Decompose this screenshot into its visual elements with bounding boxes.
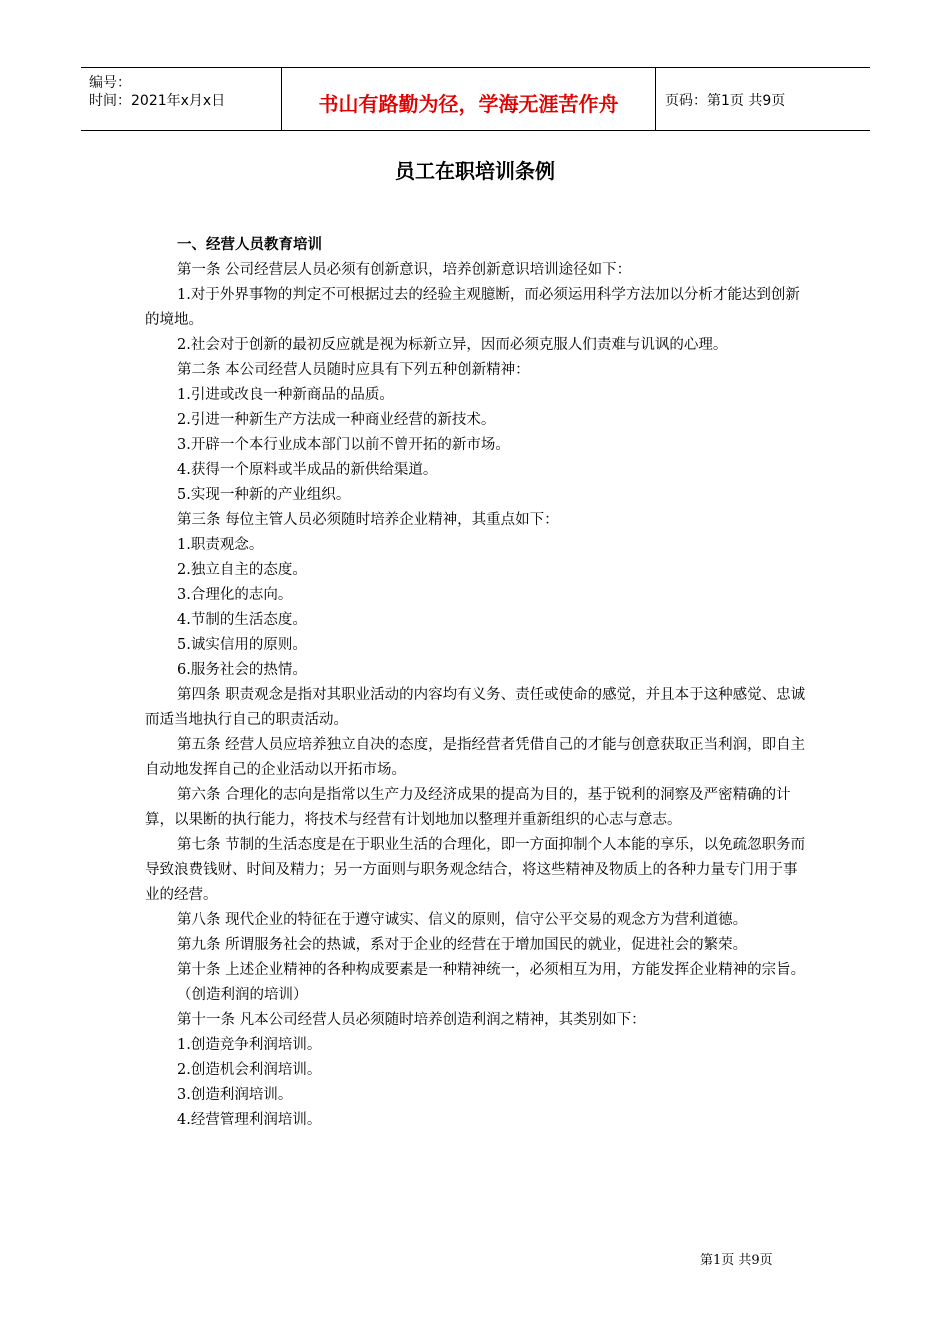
list-item: 3.合理化的志向。 — [177, 587, 293, 603]
list-item: 2.社会对于创新的最初反应就是视为标新立异，因而必须克服人们责难与讥讽的心理。 — [177, 337, 728, 353]
header-divider — [655, 68, 656, 130]
document-body — [145, 233, 808, 1133]
article-paragraph: 第十一条 凡本公司经营人员必须随时培养创造利润之精神，其类别如下： — [177, 1012, 646, 1028]
list-item: 4.节制的生活态度。 — [177, 612, 307, 628]
article-paragraph: 第四条 职责观念是指对其职业活动的内容均有义务、责任或使命的感觉，并且本于这种感觉、忠诚而适当地执行自己的职责活动。 — [145, 687, 806, 728]
article-paragraph: 第五条 经营人员应培养独立自决的态度，是指经营者凭借自己的才能与创意获取正当利润，即自主自动地发挥自己的企业活动以开拓市场。 — [145, 737, 806, 778]
article-paragraph: 第七条 节制的生活态度是在于职业生活的合理化，即一方面抑制个人本能的享乐，以免疏忽职务而导致浪费钱财、时间及精力；另一方面则与职务观念结合，将这些精神及物质上的各种力量专门用于事业的经营。 — [145, 837, 806, 903]
list-item: 6.服务社会的热情。 — [177, 662, 307, 678]
section-heading: 一、经营人员教育培训 — [177, 237, 322, 253]
article-paragraph: 第九条 所谓服务社会的热诚，系对于企业的经营在于增加国民的就业，促进社会的繁荣。 — [177, 937, 748, 953]
document-number-label: 编号： — [89, 75, 131, 91]
header-page-number: 页码：第1页 共9页 — [665, 93, 786, 109]
list-item: 2.引进一种新生产方法成一种商业经营的新技术。 — [177, 412, 496, 428]
list-item: 3.开辟一个本行业成本部门以前不曾开拓的新市场。 — [177, 437, 510, 453]
subsection-heading: （创造利润的培训） — [177, 987, 308, 1003]
header-meta — [81, 68, 281, 130]
list-item: 2.创造机会利润培训。 — [177, 1062, 322, 1078]
article-paragraph: 第八条 现代企业的特征在于遵守诚实、信义的原则，信守公平交易的观念方为营利道德。 — [177, 912, 748, 928]
article-paragraph: 第二条 本公司经营人员随时应具有下列五种创新精神： — [177, 362, 530, 378]
document-date-label: 时间：2021年x月x日 — [89, 93, 226, 109]
document-title: 员工在职培训条例 — [395, 159, 555, 183]
list-item: 1.引进或改良一种新商品的品质。 — [177, 387, 394, 403]
list-item: 5.诚实信用的原则。 — [177, 637, 307, 653]
article-paragraph: 第一条 公司经营层人员必须有创新意识，培养创新意识培训途径如下： — [177, 262, 632, 278]
list-item: 1.对于外界事物的判定不可根据过去的经验主观臆断，而必须运用科学方法加以分析才能达到创新的境地。 — [145, 287, 800, 328]
page-footer-number: 第1页 共9页 — [700, 1253, 773, 1268]
list-item: 4.获得一个原料或半成品的新供给渠道。 — [177, 462, 438, 478]
article-paragraph: 第十条 上述企业精神的各种构成要素是一种精神统一，必须相互为用，方能发挥企业精神的宗旨。 — [177, 962, 806, 978]
list-item: 2.独立自主的态度。 — [177, 562, 307, 578]
article-paragraph: 第三条 每位主管人员必须随时培养企业精神，其重点如下： — [177, 512, 559, 528]
list-item: 3.创造利润培训。 — [177, 1087, 293, 1103]
article-paragraph: 第六条 合理化的志向是指常以生产力及经济成果的提高为目的，基于锐利的洞察及严密精确的计算，以果断的执行能力，将技术与经营有计划地加以整理并重新组织的心志与意志。 — [145, 787, 791, 828]
header-slogan: 书山有路勤为径，学海无涯苦作舟 — [318, 92, 619, 116]
list-item: 1.创造竞争利润培训。 — [177, 1037, 322, 1053]
list-item: 5.实现一种新的产业组织。 — [177, 487, 351, 503]
list-item: 4.经营管理利润培训。 — [177, 1112, 322, 1128]
list-item: 1.职责观念。 — [177, 537, 264, 553]
page-header — [81, 67, 870, 131]
